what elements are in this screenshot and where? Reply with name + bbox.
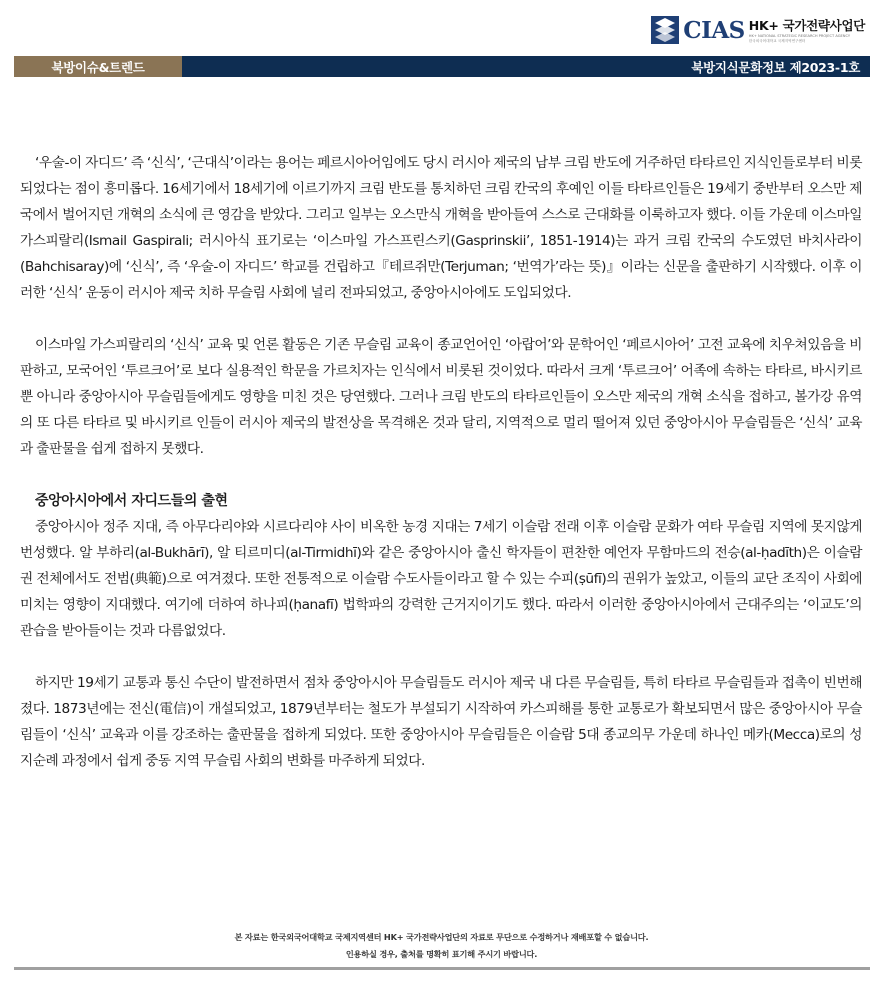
paragraph: 중앙아시아 정주 지대, 즉 아무다리야와 시르다리야 사이 비옥한 농경 지대는 7세기 이슬람 전래 이후 이슬람 문화가 여타 무슬림 지역에 못지않게 번성했다. 알 부하리(al-Bukhārī), 알 티르미디(al-Tirmidhī)와 같은 중앙아시아 출신 학자들이 편찬한 예언자 무함마드의 전승(al-ḥadīth)은 이슬람권 전체에서도 전범(典範)으로 여겨졌다. 또한 전통적으로 이슬람 수도사들이라고 할 수 있는 수피(ṣūfī)의 권위가 높았고, 이들의 교단 조직이 사회에 미치는 영향이 지대했다. 여기에 더하여 하나피(ḥanafī) 법학파의 강력한 근거지이기도 했다. 따라서 이러한 중앙아시아에서 근대주의는 ‘이교도’의 관습을 받아들이는 것과 다름없었다. — [20, 519, 862, 639]
logo-subtitle-en: HK+ NATIONAL STRATEGIC RESEARCH PROJECT AGENCY — [748, 34, 851, 38]
paragraph: 이스마일 가스피랄리의 ‘신식’ 교육 및 언론 활동은 기존 무슬림 교육이 종교언어인 ‘아랍어’와 문학어인 ‘페르시아어’ 고전 교육에 치우쳐있음을 비판하고, 모국어인 ‘투르크어’로 보다 실용적인 학문을 가르치자는 인식에서 비롯된 것이었다. 따라서 크게 ‘투르크어’ 어족에 속하는 타타르, 바시키르 뿐 아니라 중앙아시아 무슬림들에게도 영향을 미친 것은 당연했다. 그러나 크림 반도의 타타르인들이 오스만 제국의 개혁 소식을 접하고, 볼가강 유역의 또 다른 타타르 및 바시키르 인들이 러시아 제국의 발전상을 목격해온 것과 달리, 지역적으로 멀리 떨어져 있던 중앙아시아 무슬림들은 ‘신식’ 교육과 출판물을 쉽게 접하지 못했다. — [20, 337, 862, 457]
issue-label: 북방지식문화정보 제2023-1호 — [182, 56, 870, 77]
logo-subtitle-ko: 한국외국어대학교 국제지역연구센터 — [748, 39, 806, 43]
footer-notice — [0, 929, 883, 963]
cias-logo — [650, 8, 865, 52]
header-banner — [14, 56, 870, 77]
logo-wordmark: CIAS — [683, 16, 745, 44]
footer-citation: 인용하실 경우, 출처를 명확히 표기해 주시기 바랍니다. — [345, 949, 538, 959]
article-body — [20, 150, 862, 800]
section-heading: 중앙아시아에서 자디드들의 출현 — [35, 493, 228, 509]
footer-copyright: 본 자료는 한국외국어대학교 국제지역센터 HK+ 국가전략사업단의 자료로 무단으로 수정하거나 재배포할 수 없습니다. — [234, 932, 649, 942]
logo-title: HK+ 국가전략사업단 — [748, 18, 865, 33]
paragraph: ‘우술-이 자디드’ 즉 ‘신식’, ‘근대식’이라는 용어는 페르시아어임에도 당시 러시아 제국의 남부 크림 반도에 거주하던 타타르인 지식인들로부터 비롯되었다는 점이 흥미롭다. 16세기에서 18세기에 이르기까지 크림 반도를 통치하던 크림 칸국의 후예인 이들 타타르인들은 19세기 중반부터 오스만 제국에서 벌어지던 개혁의 소식에 큰 영감을 받았다. 그리고 일부는 오스만식 개혁을 받아들여 스스로 근대화를 이룩하고자 했다. 이들 가운데 이스마일 가스피랄리(Ismail Gaspirali; 러시아식 표기로는 ‘이스마일 가스프린스키(Gasprinskii’, 1851-1914)는 과거 크림 칸국의 수도였던 바치사라이(Bahchisaray)에 ‘신식’, 즉 ‘우술-이 자디드’ 학교를 건립하고『테르쥐만(Terjuman; ‘번역가’라는 뜻)』이라는 신문을 출판하기 시작했다. 이후 이러한 ‘신식’ 운동이 러시아 제국 치하 무슬림 사회에 널리 전파되었고, 중앙아시아에도 도입되었다. — [20, 155, 862, 301]
category-label: 북방이슈&트렌드 — [14, 56, 182, 77]
logo-text-block — [749, 16, 865, 44]
cias-emblem-icon — [650, 15, 680, 45]
paragraph: 하지만 19세기 교통과 통신 수단이 발전하면서 점차 중앙아시아 무슬림들도 러시아 제국 내 다른 무슬림들, 특히 타타르 무슬림들과 접촉이 빈번해졌다. 1873년에는 전신(電信)이 개설되었고, 1879년부터는 철도가 부설되기 시작하여 카스피해를 통한 교통로가 확보되면서 많은 중앙아시아 무슬림들이 ‘신식’ 교육과 이를 강조하는 출판물을 접하게 되었다. 또한 중앙아시아 무슬림들은 이슬람 5대 종교의무 가운데 하나인 메카(Mecca)로의 성지순례 과정에서 쉽게 중동 지역 무슬림 사회의 변화를 마주하게 되었다. — [20, 675, 862, 769]
footer-divider — [14, 967, 870, 970]
